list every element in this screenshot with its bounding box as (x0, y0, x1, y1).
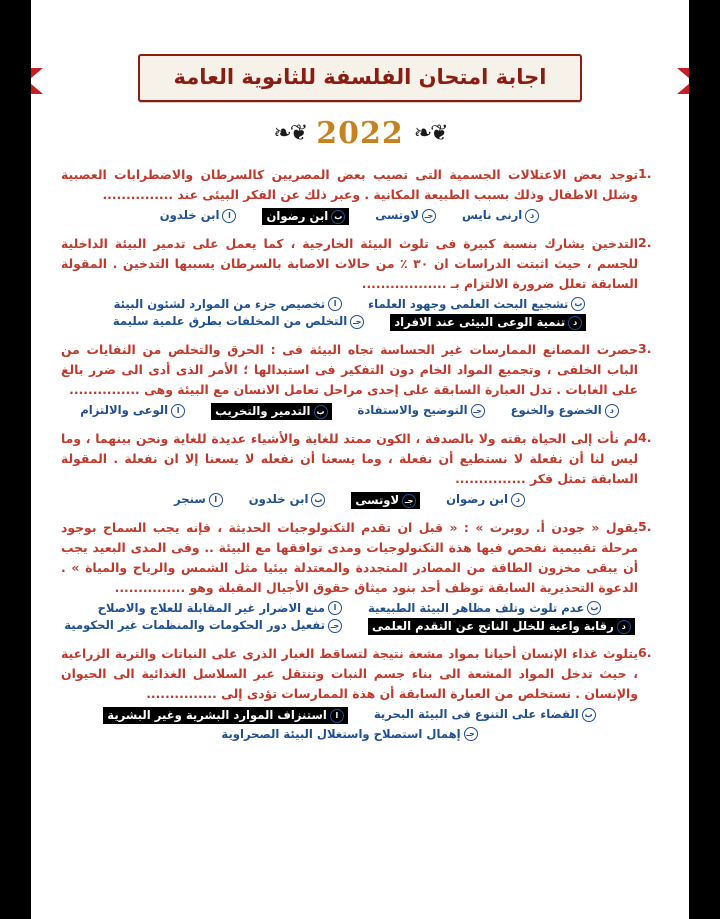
option-marker-icon: ب (331, 210, 345, 224)
question-text: التدخين يشارك بنسبة كبيرة فى تلوث البيئة الخارجية ، كما يعمل على تدمير البيئة الداخلية للجسم ، حيث اثبتت الدراسات ان ٣٠ ٪ من حالات الاصابة بالسرطان يسببها التدخين . المقولة السابقة تعلل ضرورة الالتزام بـ .................. (61, 235, 639, 291)
answer-label: لاوتسى (355, 493, 400, 508)
option-marker-icon: ا (209, 493, 223, 507)
answer-option[interactable] (511, 403, 619, 420)
question-text: لم نأت إلى الحياة بقته ولا بالصدفة ، الكون ممتد للغاية والأشياء عديدة للغاية ونحن بينهما ، وما ليس لنا أن نفعلة لا نستطيع أن نفعلة ، وما يسعنا أن نفعله لا يسعنا إلا ان نفعلة . المقولة السابقة تمثل فكر ............... (61, 430, 638, 486)
answer-options (61, 208, 638, 225)
answer-option[interactable] (113, 314, 364, 331)
option-marker-icon: جـ (402, 494, 416, 508)
option-marker-icon: د (525, 209, 539, 223)
answer-option-correct[interactable] (211, 403, 331, 420)
answer-label: ارنى نايس (462, 208, 523, 223)
question-item (61, 165, 655, 225)
question-text: يتلوث غذاء الإنسان أحيانا بمواد مشعة نتيجة لتساقط الغبار الذرى على النباتات والتربة الزراعية ، حيث تدخل المواد المشعة الى بناء جسم النبات وتنتقل عبر السلاسل الغذائية الى الحيوان والإنسان . نستخلص من العبارة السابقة أن هذة الممارسات تؤدى إلى ............... (61, 645, 638, 702)
option-marker-icon: د (617, 620, 631, 634)
answer-option[interactable] (375, 208, 436, 225)
option-marker-icon: ا (328, 297, 342, 311)
answer-option[interactable] (446, 492, 525, 509)
year-flourish (31, 116, 689, 151)
question-number: 6. (638, 644, 652, 660)
answer-label: منع الاضرار غير المقابلة للعلاج والاصلاح (97, 600, 325, 615)
ribbon-tail-right (677, 68, 689, 94)
answer-label: تخصيص جزء من الموارد لشئون البيئة (113, 296, 326, 311)
option-marker-icon: د (568, 316, 582, 330)
answer-label: تشجيع البحث العلمى وجهود العلماء (368, 296, 569, 311)
question-item (61, 518, 655, 635)
question-number: 2. (638, 234, 652, 250)
answer-option-correct[interactable] (262, 208, 349, 225)
option-marker-icon: ب (314, 405, 328, 419)
option-marker-icon: ب (571, 297, 585, 311)
option-marker-icon: جـ (464, 727, 478, 741)
answer-options (61, 492, 638, 509)
answer-label: القضاء على التنوع فى البيئة البحرية (373, 707, 579, 722)
answer-option[interactable] (358, 403, 485, 420)
question-text: يقول « جودن أ. روبرت » : « قبل ان تقدم التكنولوجيات الحديثة ، فإنه يجب السماح بوجود مرحلة تقييمية نفحص فيها هذة التكنولوجيات ومدى توافقها مع البيئة .. وفى المدى البعيد يجب أن يبقى مخزون الطاقة من المصادر المتجددة والمعتدلة بيئيا مثل الشمس والرياح والمياة » . الدعوة التحذيرية السابقة توظف أحد بنود ميثاق حقوق الأجيال المقبلة وهو ............... (61, 519, 638, 595)
flourish-right-icon: ❦❧ (273, 120, 307, 146)
question-text: حصرت المصانع الممارسات غير الحساسة تجاه البيئة فى : الحرق والتخلص من النفايات من الباب الخلفى ، وتجميع المواد الخام دون التفكير فى استبدالها ؛ الأمر الذى أدى الى ضرر بالغ على الغابات . تدل العبارة السابقة على إحدى مراحل تعامل الانسان مع البيئة وهى ............... (61, 341, 638, 398)
answer-option[interactable] (64, 618, 342, 635)
answer-option[interactable] (221, 727, 477, 742)
answer-label: إهمال استصلاح واستغلال البيئة الصحراوية (221, 726, 461, 741)
title-banner (31, 54, 689, 102)
page-title: اجابة امتحان الفلسفة للثانوية العامة (173, 65, 547, 89)
answer-label: استنزاف الموارد البشرية وغير البشرية (107, 708, 327, 723)
answer-label: ابن رضوان (266, 209, 329, 224)
answer-label: تفعيل دور الحكومات والمنظمات غير الحكومية (64, 618, 326, 633)
option-marker-icon: ا (171, 404, 185, 418)
answer-label: ابن خلدون (248, 492, 309, 507)
question-text: توجد بعض الاعتلالات الجسمية التى تصيب بعض المصريين كالسرطان والاضطرابات العصبية وشلل الاطفال وذلك بسبب الطبيعة المكانية . وعبر ذلك عن الفكر البيئى عند ............... (61, 167, 638, 203)
answer-label: ابن رضوان (446, 492, 508, 507)
answer-label: لاوتسى (375, 208, 420, 223)
answer-option[interactable] (374, 707, 596, 724)
option-marker-icon: د (511, 493, 525, 507)
option-marker-icon: جـ (471, 404, 485, 418)
answer-label: تنمية الوعى البيئى عند الافراد (394, 315, 566, 330)
answer-options (61, 707, 638, 741)
option-marker-icon: جـ (328, 619, 342, 633)
questions-list (31, 151, 689, 741)
answer-label: الخضوع والخنوع (510, 403, 602, 418)
ribbon-tail-left (31, 68, 43, 94)
year-label: 2022 (316, 116, 404, 151)
answer-options (61, 403, 638, 420)
answer-label: عدم تلوث وتلف مظاهر البيئة الطبيعية (368, 600, 585, 615)
answer-label: سنجر (174, 492, 206, 507)
answer-label: ابن خلدون (159, 208, 220, 223)
document-page (31, 0, 689, 919)
answer-label: التخلص من المخلفات بطرق علمية سليمة (112, 314, 348, 329)
title-ribbon (138, 54, 583, 102)
option-marker-icon: ب (582, 708, 596, 722)
answer-label: التوضيح والاستفادة (357, 403, 468, 418)
option-marker-icon: ا (222, 209, 236, 223)
option-marker-icon: ا (330, 709, 344, 723)
answer-option[interactable] (249, 492, 326, 509)
option-marker-icon: د (605, 404, 619, 418)
answer-option[interactable] (368, 601, 601, 616)
answer-option-correct[interactable] (368, 618, 635, 635)
answer-option[interactable] (80, 403, 185, 420)
question-number: 4. (638, 429, 652, 445)
answer-option[interactable] (160, 208, 237, 225)
question-number: 1. (638, 166, 652, 181)
answer-option[interactable] (98, 601, 342, 616)
answer-options (61, 601, 638, 635)
answer-option-correct[interactable] (103, 707, 348, 724)
option-marker-icon: جـ (422, 209, 436, 223)
answer-option[interactable] (462, 208, 539, 225)
option-marker-icon: جـ (350, 315, 364, 329)
question-item (61, 644, 655, 741)
question-item (61, 340, 655, 420)
question-number: 5. (638, 518, 652, 534)
answer-option[interactable] (174, 492, 223, 509)
option-marker-icon: ب (587, 601, 601, 615)
answer-label: رقابة واعية للخلل الناتج عن التقدم العلمى (372, 619, 614, 634)
question-item (61, 234, 655, 331)
answer-option-correct[interactable] (351, 492, 420, 509)
question-item (61, 429, 655, 509)
answer-label: التدمير والتخريب (215, 404, 311, 419)
answer-option[interactable] (114, 297, 343, 312)
answer-options (61, 297, 638, 331)
question-number: 3. (638, 340, 652, 356)
flourish-left-icon: ❦❧ (413, 120, 447, 146)
option-marker-icon: ب (311, 493, 325, 507)
option-marker-icon: ا (328, 601, 342, 615)
answer-option[interactable] (368, 297, 585, 312)
answer-label: الوعى والالتزام (80, 403, 169, 418)
answer-option-correct[interactable] (390, 314, 586, 331)
